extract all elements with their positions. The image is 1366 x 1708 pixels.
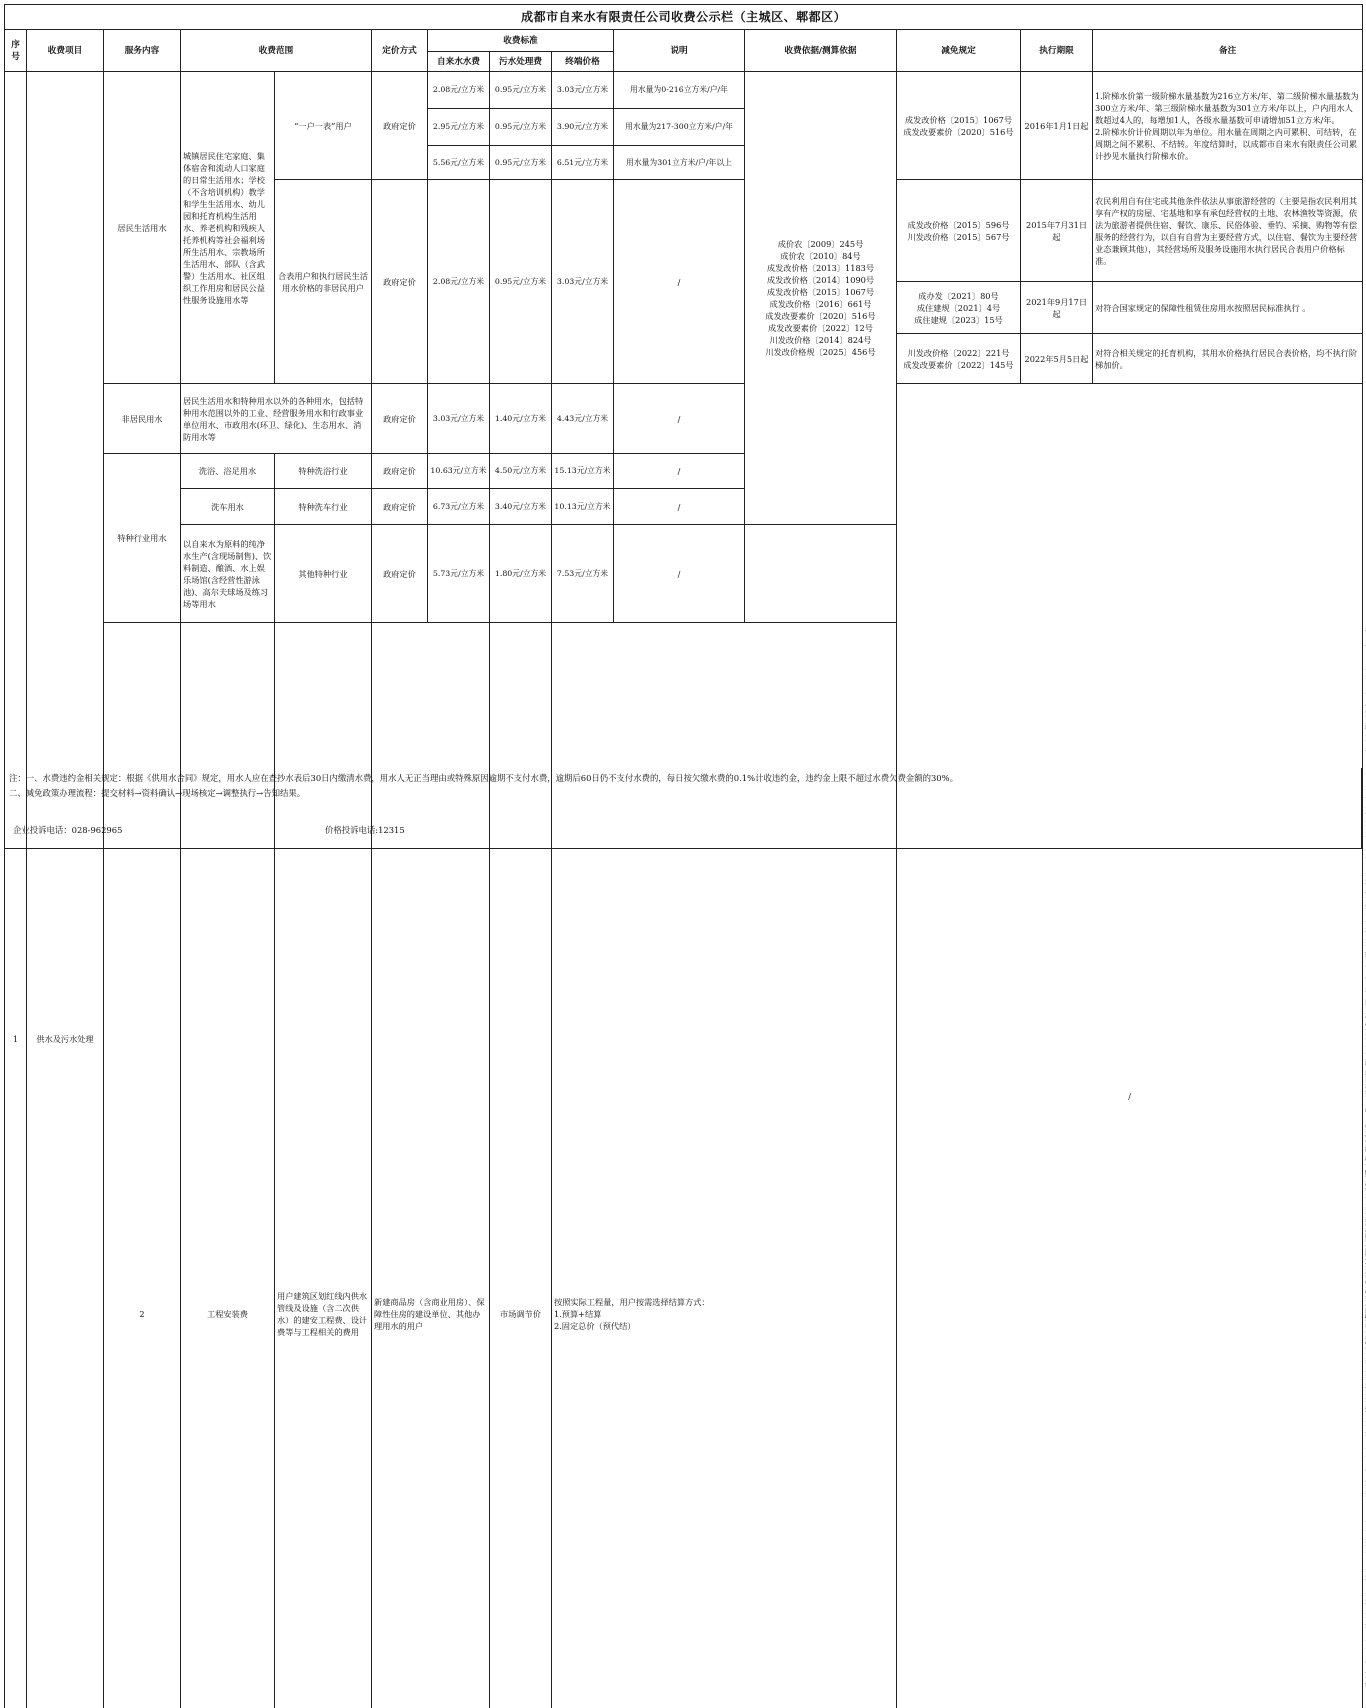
header-terminal: 终端价格 bbox=[552, 52, 614, 72]
other-sewage: 1.80元/立方米 bbox=[490, 525, 552, 623]
remark-2: 农民利用自有住宅或其他条件依法从事旅游经营的（主要是指农民利用其享有产权的房屋、宅基地和享有承包经营权的土地、农林渔牧等资源，依法为旅游者提供住宿、餐饮、康乐、民俗体验、垂钓、采摘、购物等有偿服务的经营行为，以自有自营为主要经营方式，以住宿、餐饮为主要经营业态兼顾其他），其经营场所及服务设施用水执行居民合表用户价格标准。 bbox=[1093, 180, 1363, 282]
empty-remark: / bbox=[897, 384, 1363, 1708]
row2-scope: 新建商品房（含商业用房）、保障性住房的建设单位、其他办理用水的用户 bbox=[372, 623, 490, 1708]
tier3-sewage: 0.95元/立方米 bbox=[490, 146, 552, 180]
car-desc: / bbox=[614, 489, 745, 525]
bath-type: 特种洗浴行业 bbox=[275, 454, 372, 489]
resident-service: 居民生活用水 bbox=[104, 72, 181, 384]
resident-pricing: 政府定价 bbox=[372, 72, 428, 180]
header-remarks: 备注 bbox=[1093, 30, 1363, 72]
red-3: 成办发〔2021〕80号 成住建规〔2021〕4号 成住建规〔2023〕15号 bbox=[897, 282, 1021, 334]
joint-user: 合表用户和执行居民生活用水价格的非居民用户 bbox=[275, 180, 372, 384]
period-1: 2016年1月1日起 bbox=[1021, 72, 1093, 180]
header-sewage: 污水处理费 bbox=[490, 52, 552, 72]
nonres-terminal: 4.43元/立方米 bbox=[552, 384, 614, 454]
tier1-sewage: 0.95元/立方米 bbox=[490, 72, 552, 109]
tier2-sewage: 0.95元/立方米 bbox=[490, 109, 552, 146]
notes-section bbox=[4, 768, 1362, 849]
row2-item: 工程安装费 bbox=[181, 623, 275, 1708]
joint-terminal: 3.03元/立方米 bbox=[552, 180, 614, 384]
joint-sewage: 0.95元/立方米 bbox=[490, 180, 552, 384]
special-service: 特种行业用水 bbox=[104, 454, 181, 623]
tier3-desc: 用水量为301立方米/户/年以上 bbox=[614, 146, 745, 180]
car-type: 特种洗车行业 bbox=[275, 489, 372, 525]
row2-pricing: 市场调节价 bbox=[490, 623, 552, 1708]
remark-1: 1.阶梯水价第一级阶梯水量基数为216立方米/年、第二级阶梯水量基数为300立方米/年、第三级阶梯水量基数为301立方米/年以上，户内用水人数超过4人的，每增加1人，各级水量基数可申请增加51立方米/年。 2.阶梯水价计价周期以年为单位。用水量在周期之内可累积、可结转，在周期之间不累积、不结转。年度结算时，以成都市自来水有限责任公司累计抄见水量执行阶梯水价。 bbox=[1093, 72, 1363, 180]
header-reduction: 减免规定 bbox=[897, 30, 1021, 72]
header-pricing: 定价方式 bbox=[372, 30, 428, 72]
tier2-desc: 用水量为217-300立方米/户/年 bbox=[614, 109, 745, 146]
tier2-terminal: 3.90元/立方米 bbox=[552, 109, 614, 146]
other-type: 其他特种行业 bbox=[275, 525, 372, 623]
header-tap: 自来水水费 bbox=[428, 52, 490, 72]
other-pricing: 政府定价 bbox=[372, 525, 428, 623]
enterprise-complaint-phone: 企业投诉电话：028-962965 bbox=[13, 824, 122, 837]
tier1-tap: 2.08元/立方米 bbox=[428, 72, 490, 109]
joint-tap: 2.08元/立方米 bbox=[428, 180, 490, 384]
period-3: 2021年9月17日起 bbox=[1021, 282, 1093, 334]
bath-scope: 洗浴、浴足用水 bbox=[181, 454, 275, 489]
nonres-sewage: 1.40元/立方米 bbox=[490, 384, 552, 454]
tier3-tap: 5.56元/立方米 bbox=[428, 146, 490, 180]
other-terminal: 7.53元/立方米 bbox=[552, 525, 614, 623]
row2-seq: 2 bbox=[104, 623, 181, 1708]
header-service: 服务内容 bbox=[104, 30, 181, 72]
header-scope: 收费范围 bbox=[181, 30, 372, 72]
car-terminal: 10.13元/立方米 bbox=[552, 489, 614, 525]
other-scope: 以自来水为原料的纯净水生产(含现场制售)、饮料制造、酿酒、水上娱乐场馆(含经营性游泳池)、高尔夫球场及练习场等用水 bbox=[181, 525, 275, 623]
resident-scope: 城镇居民住宅家庭、集体宿舍和流动人口家庭的日常生活用水；学校（不含培训机构）教学和学生生活用水、幼儿园和托育机构生活用水、养老机构和残疾人托养机构等社会福利场所生活用水、宗教场所生活用水、部队（含武警）生活用水、社区组织工作用房和居民公益性服务设施用水等 bbox=[181, 72, 275, 384]
other-desc: / bbox=[614, 525, 745, 623]
nonres-pricing: 政府定价 bbox=[372, 384, 428, 454]
car-sewage: 3.40元/立方米 bbox=[490, 489, 552, 525]
car-tap: 6.73元/立方米 bbox=[428, 489, 490, 525]
fee-table bbox=[4, 4, 1363, 1708]
nonres-service: 非居民用水 bbox=[104, 384, 181, 454]
red-1: 成发改价格〔2015〕1067号 成发改要素价〔2020〕516号 bbox=[897, 72, 1021, 180]
bath-terminal: 15.13元/立方米 bbox=[552, 454, 614, 489]
tier1-desc: 用水量为0-216立方米/户/年 bbox=[614, 72, 745, 109]
bath-tap: 10.63元/立方米 bbox=[428, 454, 490, 489]
bath-sewage: 4.50元/立方米 bbox=[490, 454, 552, 489]
row1-seq: 1 bbox=[5, 72, 27, 1708]
red-4: 川发改价格〔2022〕221号 成发改要素价〔2022〕145号 bbox=[897, 334, 1021, 384]
row1-item: 供水及污水处理 bbox=[27, 72, 104, 1708]
note-reduction-process: 二、减免政策办理流程：提交材料→资料确认→现场核定→调整执行→告知结果。 bbox=[9, 787, 305, 800]
page-title: 成都市自来水有限责任公司收费公示栏（主城区、郫都区） bbox=[5, 5, 1363, 30]
bath-pricing: 政府定价 bbox=[372, 454, 428, 489]
period-2: 2015年7月31日起 bbox=[1021, 180, 1093, 282]
row2-standard: 按照实际工程量，用户按需选择结算方式： 1.预算+结算 2.固定总价（预代结） bbox=[552, 623, 897, 1708]
note-late-fee: 注：一、水费违约金相关规定：根据《供用水合同》规定，用水人应在查抄水表后30日内缴清水费，用水人无正当理由或特殊原因逾期不支付水费，逾期后60日仍不支付水费的，每日按欠缴水费的0.1%计收违约金，违约金上限不超过水费欠费金额的30%。 bbox=[9, 772, 958, 785]
joint-pricing: 政府定价 bbox=[372, 180, 428, 384]
nonres-scope: 居民生活用水和特种用水以外的各种用水，包括特种用水范围以外的工业、经营服务用水和行政事业单位用水、市政用水(环卫、绿化)、生态用水、消防用水等 bbox=[181, 384, 372, 454]
header-period: 执行期限 bbox=[1021, 30, 1093, 72]
row1-basis: 成价农〔2009〕245号 成价农〔2010〕84号 成发改价格〔2013〕1183号 成发改价格〔2014〕1090号 成发改价格〔2015〕1067号 成发改价格〔2016〕661号 成发改要素价〔2020〕516号 成发改要素价〔2022〕12号 川发改价格〔2014〕824号 川发改价格规〔2025〕456号 bbox=[745, 72, 897, 525]
remark-3: 对符合国家规定的保障性租赁住房用水按照居民标准执行 。 bbox=[1093, 282, 1363, 334]
tier1-terminal: 3.03元/立方米 bbox=[552, 72, 614, 109]
red-2: 成发改价格〔2015〕596号 川发改价格〔2015〕567号 bbox=[897, 180, 1021, 282]
fee-notice-sheet bbox=[4, 4, 1362, 1708]
car-scope: 洗车用水 bbox=[181, 489, 275, 525]
header-desc: 说明 bbox=[614, 30, 745, 72]
period-4: 2022年5月5日起 bbox=[1021, 334, 1093, 384]
one-meter-user: “一户一表”用户 bbox=[275, 72, 372, 180]
header-item: 收费项目 bbox=[27, 30, 104, 72]
header-seq: 序号 bbox=[5, 30, 27, 72]
joint-desc: / bbox=[614, 180, 745, 384]
car-pricing: 政府定价 bbox=[372, 489, 428, 525]
tier3-terminal: 6.51元/立方米 bbox=[552, 146, 614, 180]
header-standard: 收费标准 bbox=[428, 30, 614, 52]
tier2-tap: 2.95元/立方米 bbox=[428, 109, 490, 146]
bath-desc: / bbox=[614, 454, 745, 489]
nonres-desc: / bbox=[614, 384, 745, 454]
row2-service: 用户建筑区划红线内供水管线及设施（含二次供水）的建安工程费、设计费等与工程相关的费用 bbox=[275, 623, 372, 1708]
price-complaint-phone: 价格投诉电话:12315 bbox=[325, 824, 405, 837]
header-basis: 收费依据/测算依据 bbox=[745, 30, 897, 72]
nonres-tap: 3.03元/立方米 bbox=[428, 384, 490, 454]
other-tap: 5.73元/立方米 bbox=[428, 525, 490, 623]
remark-4: 对符合相关规定的托育机构，其用水价格执行居民合表价格，均不执行阶梯加价。 bbox=[1093, 334, 1363, 384]
